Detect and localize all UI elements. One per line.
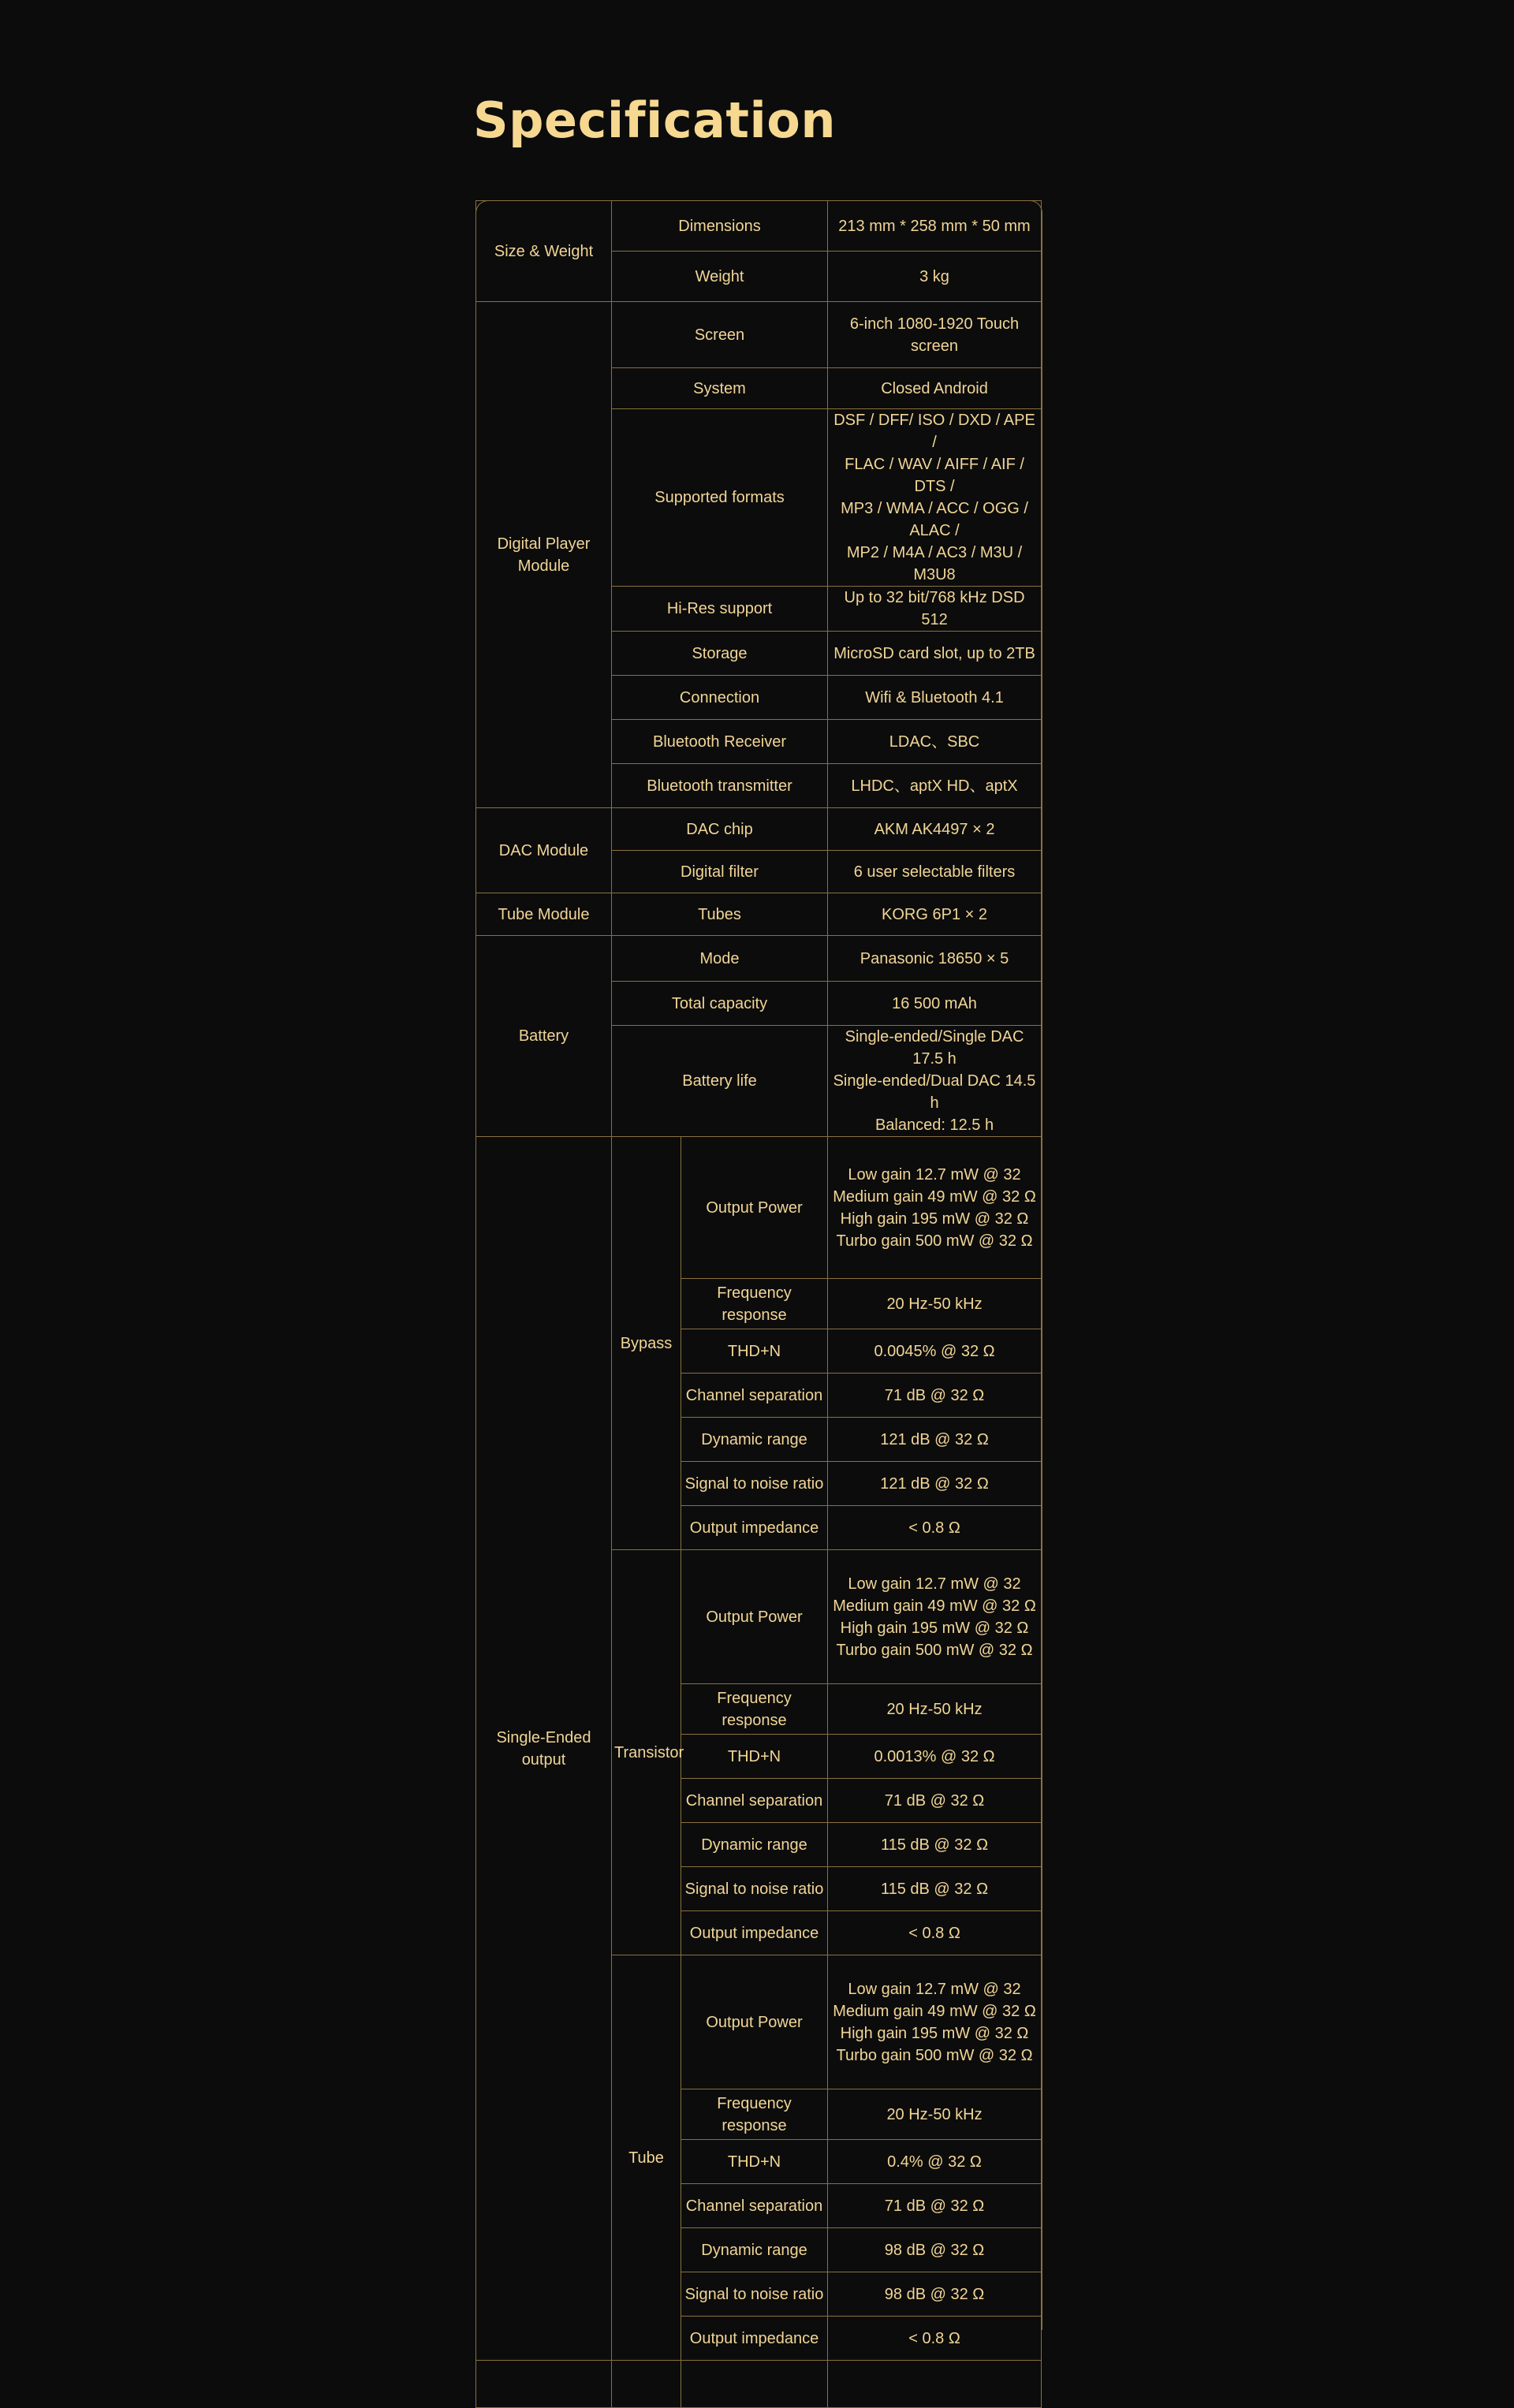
spec-value: Single-ended/Single DAC 17.5 h Single-ended/Dual DAC 14.5 h Balanced: 12.5 h <box>828 1026 1042 1137</box>
spec-value: Closed Android <box>828 368 1042 409</box>
spec-value: 71 dB @ 32 Ω <box>828 1779 1042 1823</box>
spec-value: LHDC、aptX HD、aptX <box>828 764 1042 808</box>
spec-label: Output Power <box>681 1137 828 1279</box>
spec-label: Signal to noise ratio <box>681 1462 828 1506</box>
spec-value: 16 500 mAh <box>828 982 1042 1026</box>
spec-row <box>476 936 1042 982</box>
spec-label: Dimensions <box>612 201 828 252</box>
spec-value: 20 Hz-50 kHz <box>828 1684 1042 1735</box>
spec-row <box>476 302 1042 368</box>
spec-label: Storage <box>612 632 828 676</box>
spec-value: 20 Hz-50 kHz <box>828 1279 1042 1329</box>
spec-label: Output impedance <box>681 2317 828 2361</box>
spec-value: < 0.8 Ω <box>828 2317 1042 2361</box>
spec-label: Frequency response <box>681 1684 828 1735</box>
spec-value: Low gain 12.7 mW @ 32 Medium gain 49 mW @ 32 Ω High gain 195 mW @ 32 Ω Turbo gain 500 mW @ 32 Ω <box>828 1550 1042 1684</box>
spec-label: Battery life <box>612 1026 828 1137</box>
spec-label: Channel separation <box>681 1374 828 1418</box>
spec-label: Channel separation <box>681 1779 828 1823</box>
spec-label: Total capacity <box>612 982 828 1026</box>
continued-cell <box>681 2361 828 2408</box>
continued-cell <box>612 2361 681 2408</box>
category-dac-module: DAC Module <box>476 808 612 893</box>
spec-value: MicroSD card slot, up to 2TB <box>828 632 1042 676</box>
page-title: Specification <box>473 91 837 149</box>
spec-value: 115 dB @ 32 Ω <box>828 1867 1042 1911</box>
spec-row <box>476 893 1042 936</box>
spec-label: Output Power <box>681 1955 828 2089</box>
spec-value: DSF / DFF/ ISO / DXD / APE / FLAC / WAV / AIFF / AIF / DTS / MP3 / WMA / ACC / OGG / ALAC / MP2 / M4A / AC3 / M3U / M3U8 <box>828 409 1042 587</box>
spec-label: Output impedance <box>681 1911 828 1955</box>
mode-tube: Tube <box>612 1955 681 2361</box>
spec-value: 121 dB @ 32 Ω <box>828 1418 1042 1462</box>
spec-value: 213 mm * 258 mm * 50 mm <box>828 201 1042 252</box>
spec-label: System <box>612 368 828 409</box>
category-digital-player-module: Digital Player Module <box>476 302 612 808</box>
spec-value: 0.0045% @ 32 Ω <box>828 1329 1042 1374</box>
spec-table <box>475 200 1042 2408</box>
spec-value: 20 Hz-50 kHz <box>828 2089 1042 2140</box>
spec-value: 121 dB @ 32 Ω <box>828 1462 1042 1506</box>
spec-label: Weight <box>612 252 828 302</box>
spec-value: 98 dB @ 32 Ω <box>828 2228 1042 2272</box>
spec-value: 71 dB @ 32 Ω <box>828 2184 1042 2228</box>
spec-label: Tubes <box>612 893 828 936</box>
spec-label: Dynamic range <box>681 2228 828 2272</box>
spec-label: DAC chip <box>612 808 828 851</box>
spec-label: Mode <box>612 936 828 982</box>
spec-row <box>476 808 1042 851</box>
spec-value: 98 dB @ 32 Ω <box>828 2272 1042 2317</box>
spec-value: KORG 6P1 × 2 <box>828 893 1042 936</box>
spec-value: Low gain 12.7 mW @ 32 Medium gain 49 mW @ 32 Ω High gain 195 mW @ 32 Ω Turbo gain 500 mW @ 32 Ω <box>828 1955 1042 2089</box>
spec-label: Output Power <box>681 1550 828 1684</box>
spec-label: Channel separation <box>681 2184 828 2228</box>
spec-label: Supported formats <box>612 409 828 587</box>
spec-value: 3 kg <box>828 252 1042 302</box>
spec-label: Frequency response <box>681 1279 828 1329</box>
spec-value: 6-inch 1080-1920 Touch screen <box>828 302 1042 368</box>
spec-value: Wifi & Bluetooth 4.1 <box>828 676 1042 720</box>
spec-value: LDAC、SBC <box>828 720 1042 764</box>
spec-label: Output impedance <box>681 1506 828 1550</box>
spec-label: Frequency response <box>681 2089 828 2140</box>
spec-label: Signal to noise ratio <box>681 2272 828 2317</box>
spec-label: THD+N <box>681 2140 828 2184</box>
continued-cell <box>828 2361 1042 2408</box>
spec-value: 115 dB @ 32 Ω <box>828 1823 1042 1867</box>
spec-label: Connection <box>612 676 828 720</box>
category-tube-module: Tube Module <box>476 893 612 936</box>
category-size-weight: Size & Weight <box>476 201 612 302</box>
spec-label: THD+N <box>681 1329 828 1374</box>
spec-row-continued <box>476 2361 1042 2408</box>
spec-label: THD+N <box>681 1735 828 1779</box>
spec-label: Signal to noise ratio <box>681 1867 828 1911</box>
spec-value: Low gain 12.7 mW @ 32 Medium gain 49 mW @ 32 Ω High gain 195 mW @ 32 Ω Turbo gain 500 mW @ 32 Ω <box>828 1137 1042 1279</box>
spec-table-container <box>475 200 1042 2347</box>
spec-label: Digital filter <box>612 851 828 893</box>
spec-label: Screen <box>612 302 828 368</box>
spec-label: Dynamic range <box>681 1823 828 1867</box>
spec-row <box>476 1137 1042 1279</box>
spec-row <box>476 201 1042 252</box>
spec-value: < 0.8 Ω <box>828 1911 1042 1955</box>
spec-label: Dynamic range <box>681 1418 828 1462</box>
category-battery: Battery <box>476 936 612 1137</box>
spec-value: AKM AK4497 × 2 <box>828 808 1042 851</box>
spec-value: Panasonic 18650 × 5 <box>828 936 1042 982</box>
category-single-ended-output: Single-Ended output <box>476 1137 612 2361</box>
spec-value: < 0.8 Ω <box>828 1506 1042 1550</box>
mode-bypass: Bypass <box>612 1137 681 1550</box>
continued-cell <box>476 2361 612 2408</box>
mode-transistor: Transistor <box>612 1550 681 1955</box>
spec-value: 0.0013% @ 32 Ω <box>828 1735 1042 1779</box>
spec-label: Bluetooth transmitter <box>612 764 828 808</box>
spec-value: Up to 32 bit/768 kHz DSD 512 <box>828 587 1042 632</box>
spec-value: 71 dB @ 32 Ω <box>828 1374 1042 1418</box>
spec-label: Hi-Res support <box>612 587 828 632</box>
spec-value: 6 user selectable filters <box>828 851 1042 893</box>
spec-value: 0.4% @ 32 Ω <box>828 2140 1042 2184</box>
spec-label: Bluetooth Receiver <box>612 720 828 764</box>
